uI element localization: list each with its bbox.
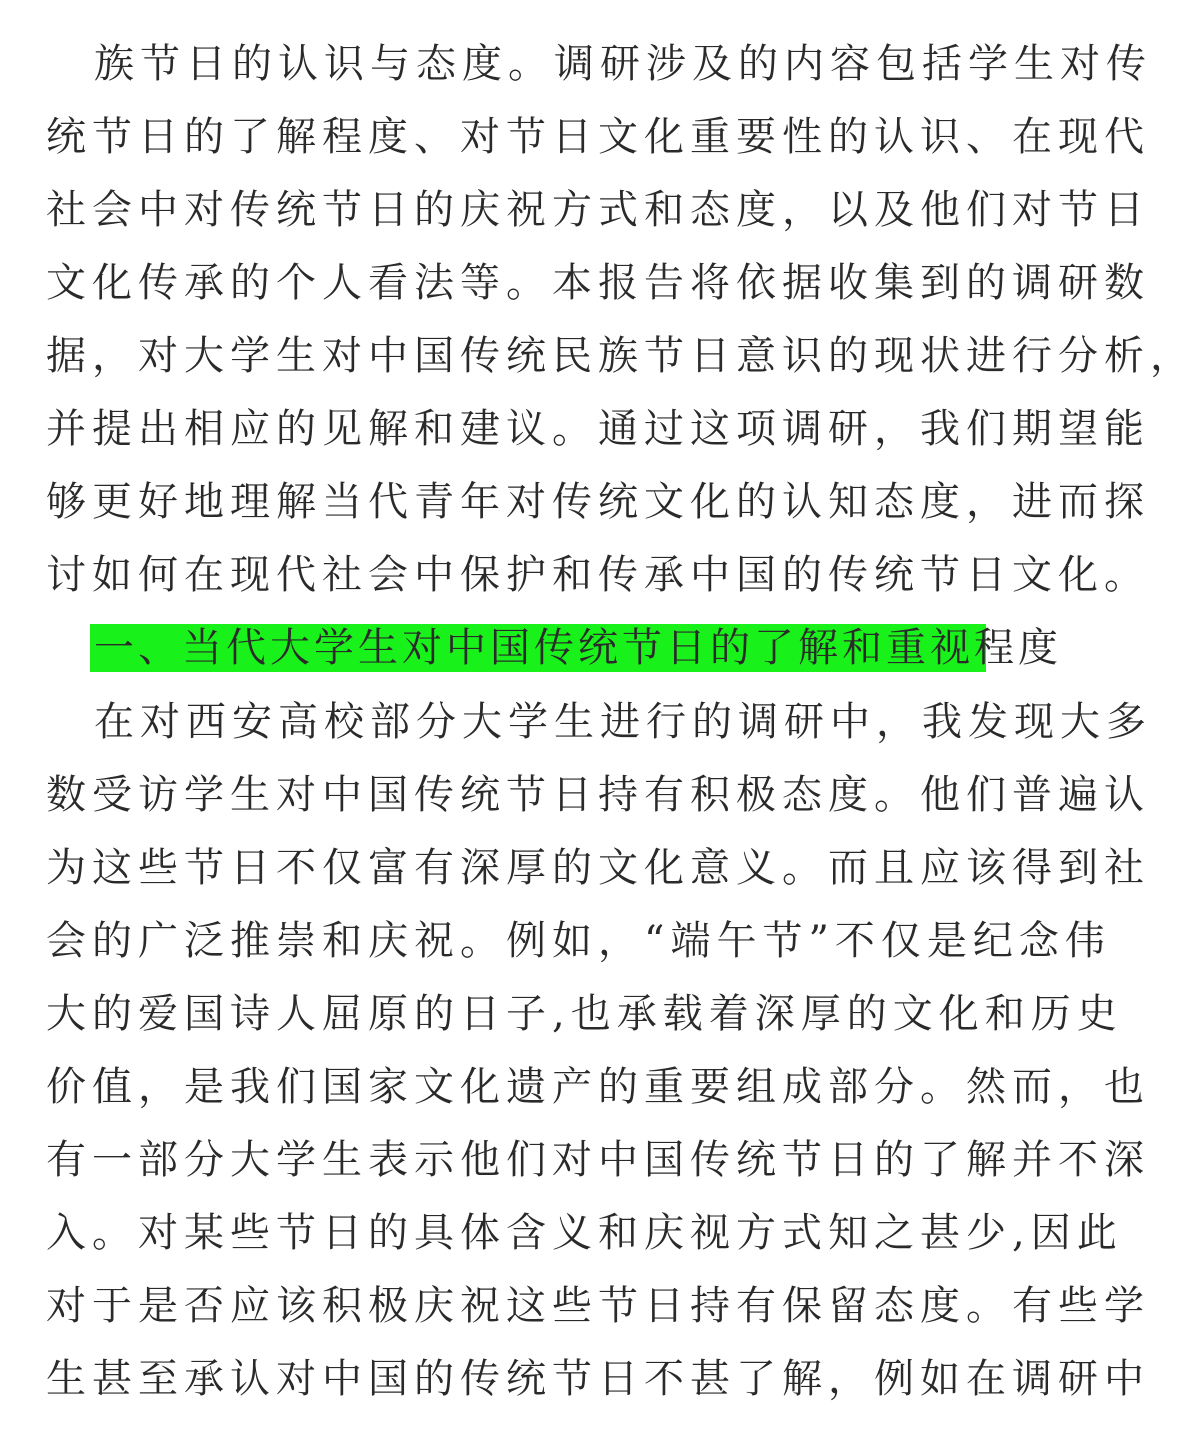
paragraph-line: 生甚至承认对中国的传统节日不甚了解，例如在调研中 (46, 1356, 1150, 1402)
paragraph-line: 对于是否应该积极庆祝这些节日持有保留态度。有些学 (46, 1283, 1150, 1329)
paragraph-line: 价值，是我们国家文化遗产的重要组成部分。然而，也 (46, 1064, 1150, 1110)
paragraph-line: 在对西安高校部分大学生进行的调研中，我发现大多 (94, 699, 1152, 745)
paragraph-line: 族节日的认识与态度。调研涉及的内容包括学生对传 (94, 41, 1152, 87)
paragraph-line: 为这些节日不仅富有深厚的文化意义。而且应该得到社 (46, 845, 1150, 891)
paragraph-line: 社会中对传统节日的庆祝方式和态度，以及他们对节日 (46, 187, 1150, 233)
paragraph-line: 并提出相应的见解和建议。通过这项调研，我们期望能 (46, 406, 1150, 452)
paragraph-line: 讨如何在现代社会中保护和传承中国的传统节日文化。 (46, 552, 1150, 598)
paragraph-line: 数受访学生对中国传统节日持有积极态度。他们普遍认 (46, 772, 1150, 818)
paragraph-line: 入。对某些节日的具体含义和庆视方式知之甚少,因此 (46, 1210, 1123, 1256)
section-heading: 一、当代大学生对中国传统节日的了解和重视程度 (94, 625, 1062, 671)
paragraph-line: 有一部分大学生表示他们对中国传统节日的了解并不深 (46, 1137, 1150, 1183)
paragraph-line: 大的爱国诗人屈原的日子,也承载着深厚的文化和历史 (46, 991, 1123, 1037)
paragraph-line: 文化传承的个人看法等。本报告将依据收集到的调研数 (46, 260, 1150, 306)
paragraph-line: 据，对大学生对中国传统民族节日意识的现状进行分析， (46, 333, 1196, 379)
paragraph-line: 够更好地理解当代青年对传统文化的认知态度，进而探 (46, 479, 1150, 525)
paragraph-line: 统节日的了解程度、对节日文化重要性的认识、在现代 (46, 114, 1150, 160)
paragraph-line: 会的广泛推崇和庆祝。例如，“端午节”不仅是纪念伟 (46, 918, 1111, 964)
